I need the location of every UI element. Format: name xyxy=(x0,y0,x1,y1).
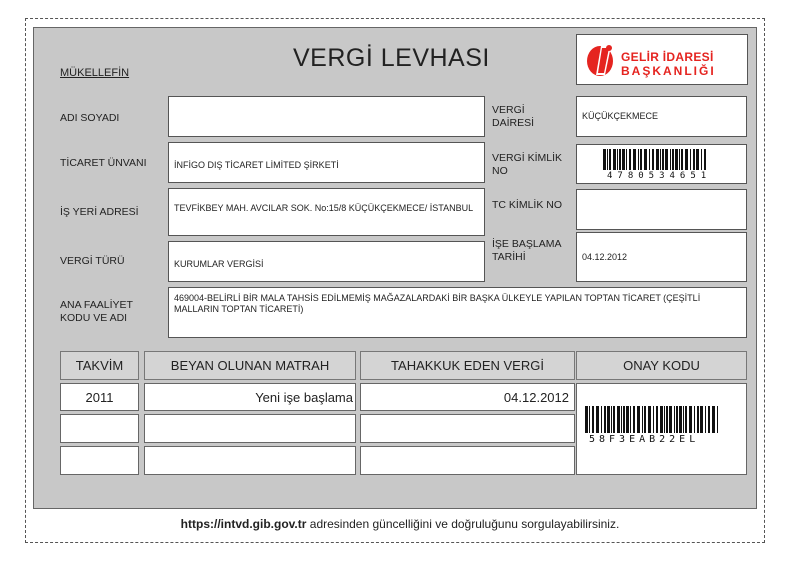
barcode-bar xyxy=(596,406,599,433)
table-cell-matrah-1: Yeni işe başlama xyxy=(144,383,356,411)
vergi-kimlik-label: VERGİ KİMLİK NO xyxy=(492,152,563,177)
table-header-vergi: TAHAKKUK EDEN VERGİ xyxy=(360,351,575,380)
barcode-bar xyxy=(653,406,654,433)
barcode-bar xyxy=(649,149,650,170)
faaliyet-value: 469004-BELİRLİ BİR MALA TAHSİS EDİLMEMİŞ MAĞAZALARDAKİ BİR BAŞKA ÜLKEYLE YAPILAN TOPTAN TİCARET (ÇEŞİTLİ MALLARIN TOPTAN TİCARETİ) xyxy=(174,293,701,314)
barcode-bar xyxy=(630,406,631,433)
barcode-bar xyxy=(617,149,618,170)
barcode-bar xyxy=(656,406,658,433)
table-cell-vergi-3 xyxy=(360,446,575,475)
tc-kimlik-label: TC KİMLİK NO xyxy=(492,199,563,211)
barcode-bar xyxy=(685,406,687,433)
vergi-dairesi-field xyxy=(576,96,747,137)
faaliyet-label: ANA FAALİYET KODU VE ADI xyxy=(60,299,133,324)
barcode-bar xyxy=(689,406,692,433)
barcode-bar xyxy=(701,149,702,170)
barcode-bar xyxy=(670,149,671,170)
barcode-bar xyxy=(585,406,588,433)
barcode-bar xyxy=(683,406,684,433)
barcode-bar xyxy=(693,149,695,170)
table-cell-matrah-3 xyxy=(144,446,356,475)
barcode-bar xyxy=(656,149,659,170)
barcode-bar xyxy=(697,406,699,433)
barcode-bar xyxy=(648,406,651,433)
barcode-bar xyxy=(694,406,695,433)
ticaret-unvani-value: İNFİGO DIŞ TİCARET LİMİTED ŞİRKETİ xyxy=(174,160,339,170)
vergi-turu-value: KURUMLAR VERGİSİ xyxy=(174,259,264,269)
is-yeri-adresi-value: TEVFİKBEY MAH. AVCILAR SOK. No:15/8 KÜÇÜKÇEKMECE/ İSTANBUL xyxy=(174,203,474,213)
barcode-bar xyxy=(674,406,675,433)
barcode-bar xyxy=(705,406,706,433)
barcode-bar xyxy=(604,406,606,433)
barcode-bar xyxy=(619,149,621,170)
table-cell-takvim-3 xyxy=(60,446,139,475)
is-yeri-adresi-field xyxy=(168,188,485,236)
table-cell-takvim-2 xyxy=(60,414,139,443)
barcode-bar xyxy=(681,149,683,170)
barcode-bar xyxy=(638,149,639,170)
onay-kodu-value: 58F3EAB22EL xyxy=(589,434,700,445)
adi-soyadi-field xyxy=(168,96,485,137)
barcode-bar xyxy=(685,149,688,170)
tc-kimlik-field xyxy=(576,189,747,230)
barcode-bar xyxy=(644,406,646,433)
barcode-bar xyxy=(690,149,691,170)
barcode-bar xyxy=(644,149,647,170)
barcode-bar xyxy=(675,149,678,170)
barcode-bar xyxy=(717,406,718,433)
vergi-turu-field xyxy=(168,241,485,282)
vergi-dairesi-value: KÜÇÜKÇEKMECE xyxy=(582,111,659,121)
barcode-bar xyxy=(622,149,625,170)
barcode-bar xyxy=(626,149,627,170)
barcode-bar xyxy=(589,406,590,433)
table-cell-matrah-2 xyxy=(144,414,356,443)
barcode-bar xyxy=(665,149,668,170)
vergi-kimlik-value: 4780534651 xyxy=(607,171,712,181)
table-cell-vergi-1: 04.12.2012 xyxy=(360,383,575,411)
barcode-bar xyxy=(626,406,629,433)
onay-kodu-barcode xyxy=(585,406,719,433)
barcode-bar xyxy=(607,149,608,170)
barcode-bar xyxy=(640,149,642,170)
ise-baslama-field xyxy=(576,232,747,282)
barcode-bar xyxy=(704,149,706,170)
barcode-bar xyxy=(664,406,665,433)
footer-text: adresinden güncelliğini ve doğruluğunu sorgulayabilirsiniz. xyxy=(306,517,620,531)
barcode-bar xyxy=(613,149,616,170)
barcode-bar xyxy=(660,406,663,433)
barcode-bar xyxy=(637,406,640,433)
section-label: MÜKELLEFİN xyxy=(60,67,130,79)
table-header-onay-kodu: ONAY KODU xyxy=(576,351,747,380)
barcode-bar xyxy=(617,406,620,433)
barcode-bar xyxy=(660,149,661,170)
barcode-bar xyxy=(621,406,622,433)
barcode-bar xyxy=(607,406,610,433)
footer-url[interactable]: https://intvd.gib.gov.tr xyxy=(180,517,307,531)
barcode-bar xyxy=(708,406,710,433)
vergi-kimlik-field xyxy=(576,144,747,184)
barcode-bar xyxy=(633,149,636,170)
logo-text-line1: GELİR İDARESİ xyxy=(621,50,714,64)
barcode-bar xyxy=(679,406,682,433)
barcode-bar xyxy=(712,406,715,433)
adi-soyadi-label: ADI SOYADI xyxy=(60,112,120,124)
barcode-bar xyxy=(623,406,625,433)
onay-kodu-box xyxy=(576,383,747,475)
gib-logo-icon xyxy=(585,42,619,78)
barcode-bar xyxy=(652,149,654,170)
barcode-bar xyxy=(669,406,672,433)
table-cell-takvim-1: 2011 xyxy=(60,383,139,411)
barcode-bar xyxy=(666,406,668,433)
ise-baslama-label: İŞE BAŞLAMA TARİHİ xyxy=(492,238,561,263)
faaliyet-field xyxy=(168,287,747,338)
table-header-takvim: TAKVİM xyxy=(60,351,139,380)
barcode-bar xyxy=(676,406,678,433)
barcode-bar xyxy=(629,149,631,170)
gib-logo xyxy=(576,34,748,85)
barcode-bar xyxy=(633,406,635,433)
footer-note xyxy=(0,517,800,531)
vergi-kimlik-barcode xyxy=(603,149,708,170)
barcode-bar xyxy=(662,149,664,170)
vergi-dairesi-label: VERGİ DAİRESİ xyxy=(492,104,535,129)
barcode-bar xyxy=(679,149,680,170)
ise-baslama-value: 04.12.2012 xyxy=(582,252,628,262)
barcode-bar xyxy=(592,406,594,433)
barcode-bar xyxy=(700,406,703,433)
barcode-bar xyxy=(601,406,602,433)
barcode-bar xyxy=(609,149,611,170)
barcode-bar xyxy=(672,149,674,170)
vergi-turu-label: VERGİ TÜRÜ xyxy=(60,255,125,267)
ticaret-unvani-field xyxy=(168,142,485,183)
barcode-bar xyxy=(642,406,643,433)
logo-text-line2: BAŞKANLIĞI xyxy=(621,64,716,78)
barcode-bar xyxy=(603,149,606,170)
barcode-bar xyxy=(696,149,699,170)
ticaret-unvani-label: TİCARET ÜNVANI xyxy=(60,157,147,169)
is-yeri-adresi-label: İŞ YERİ ADRESİ xyxy=(60,206,139,218)
table-cell-vergi-2 xyxy=(360,414,575,443)
page-title: VERGİ LEVHASI xyxy=(293,44,490,72)
table-header-matrah: BEYAN OLUNAN MATRAH xyxy=(144,351,356,380)
barcode-bar xyxy=(613,406,615,433)
barcode-bar xyxy=(611,406,612,433)
